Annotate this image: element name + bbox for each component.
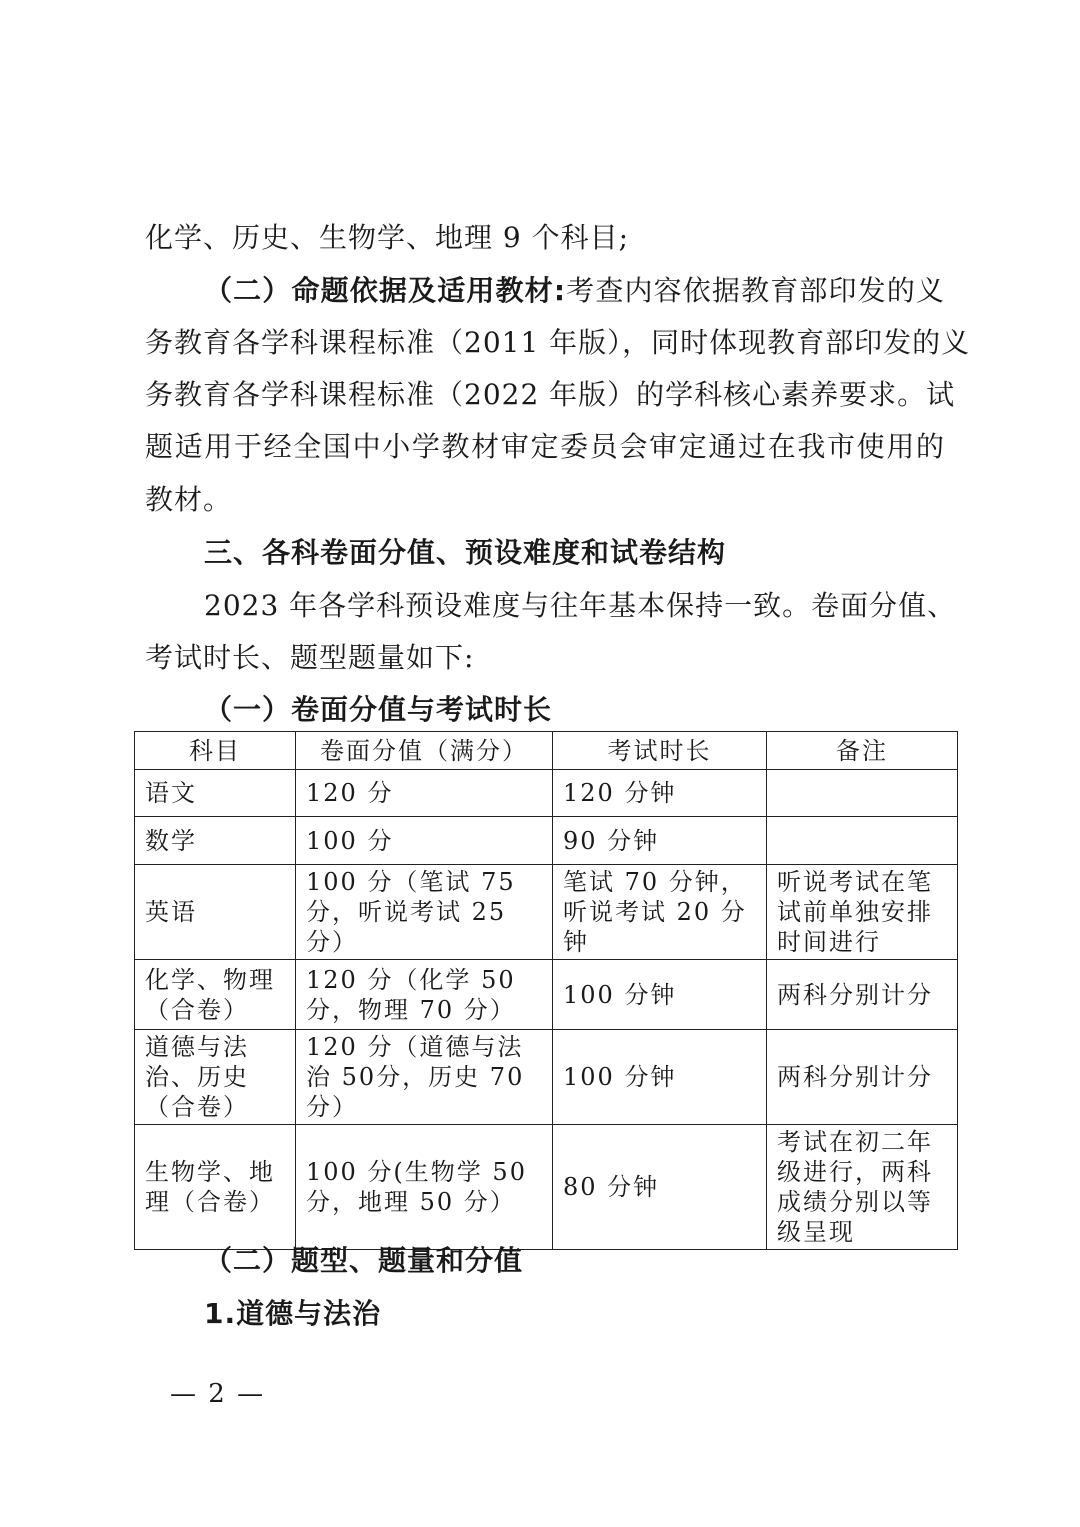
paragraph-line: 题适用于经全国中小学教材审定委员会审定通过在我市使用的	[145, 430, 945, 463]
table-cell: 数学	[135, 817, 296, 865]
table-cell: 两科分别计分	[767, 1030, 958, 1125]
table-cell: 120 分（化学 50 分，物理 70 分）	[296, 960, 553, 1030]
table-cell: 语文	[135, 770, 296, 817]
section-2-text: 考查内容依据教育部印发的义	[566, 274, 945, 307]
score-table	[134, 731, 958, 1250]
table-cell: 考试在初二年级进行，两科成绩分别以等级呈现	[767, 1125, 958, 1250]
table-cell	[767, 770, 958, 817]
table-caption: （一）卷面分值与考试时长	[204, 693, 553, 726]
table-row	[135, 1030, 958, 1125]
paragraph-line: 务教育各学科课程标准（2022 年版）的学科核心素养要求。试	[145, 378, 956, 411]
subsection-heading: 1.道德与法治	[204, 1297, 382, 1330]
table-cell: 120 分	[296, 770, 553, 817]
table-cell: 100 分（笔试 75 分，听说考试 25 分）	[296, 865, 553, 960]
table-cell: 100 分钟	[553, 960, 767, 1030]
paragraph-line: 教材。	[145, 483, 233, 516]
header-cell: 备注	[767, 732, 958, 770]
table-cell: 听说考试在笔试前单独安排时间进行	[767, 865, 958, 960]
table-cell: 道德与法治、历史（合卷）	[135, 1030, 296, 1125]
paragraph-line: 务教育各学科课程标准（2011 年版），同时体现教育部印发的义	[145, 326, 971, 359]
header-cell: 考试时长	[553, 732, 767, 770]
table-cell: 120 分（道德与法治 50分，历史 70 分）	[296, 1030, 553, 1125]
paragraph-line: 考试时长、题型题量如下:	[145, 641, 475, 674]
table-row	[135, 1125, 958, 1250]
table-cell: 100 分	[296, 817, 553, 865]
table-row	[135, 817, 958, 865]
page-number: — 2 —	[170, 1379, 266, 1409]
table-row	[135, 865, 958, 960]
table-header-row	[135, 732, 958, 770]
section-3-heading: 三、各科卷面分值、预设难度和试卷结构	[204, 536, 727, 569]
table-cell	[767, 817, 958, 865]
table-cell: 120 分钟	[553, 770, 767, 817]
table-cell: 两科分别计分	[767, 960, 958, 1030]
table-cell: 90 分钟	[553, 817, 767, 865]
table-cell: 100 分(生物学 50 分，地理 50 分）	[296, 1125, 553, 1250]
section-2-line-1	[204, 273, 945, 309]
table-cell: 笔试 70 分钟，听说考试 20 分钟	[553, 865, 767, 960]
header-cell: 科目	[135, 732, 296, 770]
table-cell: 100 分钟	[553, 1030, 767, 1125]
table-cell: 化学、物理（合卷）	[135, 960, 296, 1030]
table-row	[135, 770, 958, 817]
section-2-label: （二）命题依据及适用教材:	[204, 274, 567, 307]
paragraph-line: 化学、历史、生物学、地理 9 个科目;	[145, 221, 630, 254]
table-cell: 英语	[135, 865, 296, 960]
paragraph-line: 2023 年各学科预设难度与往年基本保持一致。卷面分值、	[204, 589, 957, 622]
subsection-heading: （二）题型、题量和分值	[204, 1244, 524, 1277]
table-cell: 80 分钟	[553, 1125, 767, 1250]
table-row	[135, 960, 958, 1030]
header-cell: 卷面分值（满分）	[296, 732, 553, 770]
table-cell: 生物学、地理（合卷）	[135, 1125, 296, 1250]
